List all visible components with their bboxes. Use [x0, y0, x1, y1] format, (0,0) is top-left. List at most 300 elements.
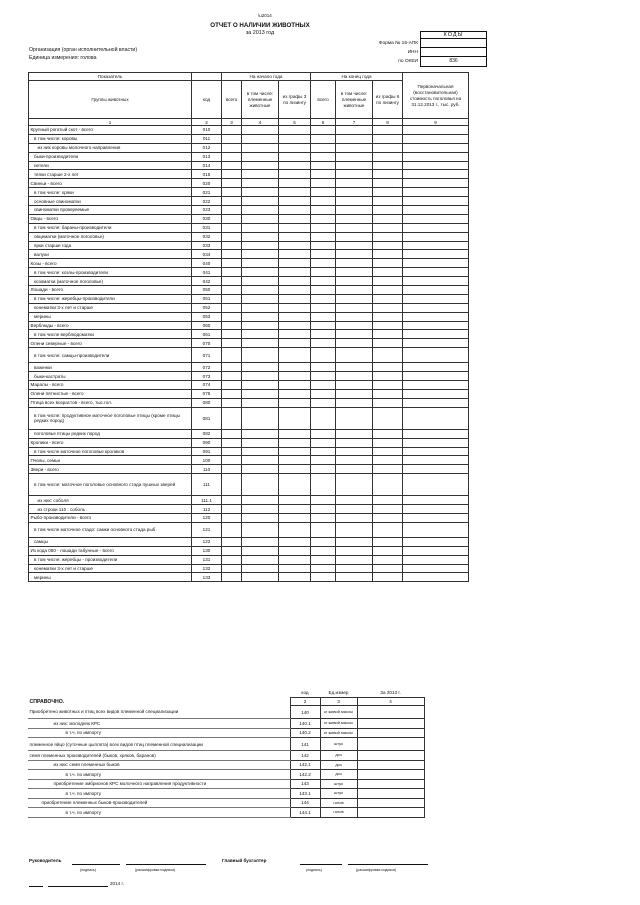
- value-cell[interactable]: [336, 179, 373, 188]
- value-cell[interactable]: [311, 330, 336, 339]
- value-cell[interactable]: [242, 389, 279, 398]
- value-cell[interactable]: [242, 321, 279, 330]
- value-cell[interactable]: [336, 447, 373, 456]
- value-cell[interactable]: [279, 294, 311, 303]
- value-cell[interactable]: [279, 348, 311, 363]
- value-cell[interactable]: [311, 241, 336, 250]
- value-cell[interactable]: [279, 505, 311, 514]
- value-cell[interactable]: [242, 505, 279, 514]
- value-cell[interactable]: [279, 546, 311, 555]
- value-cell[interactable]: [279, 161, 311, 170]
- value-cell[interactable]: [279, 398, 311, 407]
- value-cell[interactable]: [373, 152, 403, 161]
- value-cell[interactable]: [311, 143, 336, 152]
- value-cell[interactable]: [403, 188, 469, 197]
- value-cell[interactable]: [222, 513, 242, 522]
- value-cell[interactable]: [403, 381, 469, 390]
- value-cell[interactable]: [222, 474, 242, 496]
- value-cell[interactable]: [279, 126, 311, 135]
- value-cell[interactable]: [403, 161, 469, 170]
- reference-value-cell[interactable]: [357, 706, 424, 719]
- value-cell[interactable]: [373, 134, 403, 143]
- value-cell[interactable]: [403, 126, 469, 135]
- value-cell[interactable]: [242, 447, 279, 456]
- value-cell[interactable]: [242, 522, 279, 537]
- value-cell[interactable]: [222, 407, 242, 429]
- value-cell[interactable]: [222, 294, 242, 303]
- value-cell[interactable]: [336, 407, 373, 429]
- value-cell[interactable]: [242, 232, 279, 241]
- value-cell[interactable]: [222, 321, 242, 330]
- value-cell[interactable]: [279, 268, 311, 277]
- value-cell[interactable]: [403, 339, 469, 348]
- value-cell[interactable]: [222, 152, 242, 161]
- value-cell[interactable]: [336, 456, 373, 465]
- value-cell[interactable]: [311, 522, 336, 537]
- value-cell[interactable]: [373, 573, 403, 582]
- value-cell[interactable]: [373, 330, 403, 339]
- value-cell[interactable]: [279, 474, 311, 496]
- value-cell[interactable]: [403, 546, 469, 555]
- value-cell[interactable]: [403, 438, 469, 447]
- head-signature-field[interactable]: [72, 858, 120, 865]
- value-cell[interactable]: [403, 522, 469, 537]
- value-cell[interactable]: [373, 223, 403, 232]
- value-cell[interactable]: [311, 505, 336, 514]
- value-cell[interactable]: [242, 456, 279, 465]
- value-cell[interactable]: [373, 286, 403, 295]
- value-cell[interactable]: [373, 206, 403, 215]
- value-cell[interactable]: [311, 339, 336, 348]
- value-cell[interactable]: [311, 277, 336, 286]
- value-cell[interactable]: [222, 214, 242, 223]
- value-cell[interactable]: [279, 456, 311, 465]
- date-day-field[interactable]: [29, 880, 43, 887]
- value-cell[interactable]: [222, 447, 242, 456]
- value-cell[interactable]: [336, 126, 373, 135]
- value-cell[interactable]: [242, 537, 279, 546]
- value-cell[interactable]: [242, 474, 279, 496]
- value-cell[interactable]: [222, 398, 242, 407]
- value-cell[interactable]: [336, 134, 373, 143]
- value-cell[interactable]: [336, 303, 373, 312]
- value-cell[interactable]: [403, 214, 469, 223]
- value-cell[interactable]: [222, 232, 242, 241]
- value-cell[interactable]: [336, 250, 373, 259]
- value-cell[interactable]: [222, 223, 242, 232]
- value-cell[interactable]: [336, 312, 373, 321]
- value-cell[interactable]: [373, 188, 403, 197]
- value-cell[interactable]: [403, 407, 469, 429]
- value-cell[interactable]: [279, 363, 311, 372]
- value-cell[interactable]: [403, 268, 469, 277]
- value-cell[interactable]: [311, 407, 336, 429]
- value-cell[interactable]: [311, 223, 336, 232]
- value-cell[interactable]: [242, 363, 279, 372]
- value-cell[interactable]: [311, 381, 336, 390]
- value-cell[interactable]: [279, 197, 311, 206]
- value-cell[interactable]: [403, 465, 469, 474]
- value-cell[interactable]: [373, 513, 403, 522]
- value-cell[interactable]: [222, 143, 242, 152]
- value-cell[interactable]: [403, 286, 469, 295]
- value-cell[interactable]: [373, 546, 403, 555]
- value-cell[interactable]: [222, 496, 242, 505]
- value-cell[interactable]: [373, 381, 403, 390]
- value-cell[interactable]: [279, 259, 311, 268]
- value-cell[interactable]: [222, 277, 242, 286]
- value-cell[interactable]: [373, 179, 403, 188]
- value-cell[interactable]: [222, 573, 242, 582]
- value-cell[interactable]: [279, 232, 311, 241]
- value-cell[interactable]: [311, 447, 336, 456]
- value-cell[interactable]: [403, 398, 469, 407]
- value-cell[interactable]: [311, 363, 336, 372]
- value-cell[interactable]: [336, 170, 373, 179]
- value-cell[interactable]: [311, 259, 336, 268]
- value-cell[interactable]: [242, 381, 279, 390]
- value-cell[interactable]: [242, 513, 279, 522]
- value-cell[interactable]: [279, 330, 311, 339]
- value-cell[interactable]: [279, 179, 311, 188]
- value-cell[interactable]: [373, 474, 403, 496]
- value-cell[interactable]: [373, 505, 403, 514]
- value-cell[interactable]: [336, 546, 373, 555]
- value-cell[interactable]: [403, 241, 469, 250]
- value-cell[interactable]: [279, 303, 311, 312]
- value-cell[interactable]: [373, 197, 403, 206]
- value-cell[interactable]: [242, 438, 279, 447]
- value-cell[interactable]: [403, 456, 469, 465]
- value-cell[interactable]: [222, 330, 242, 339]
- value-cell[interactable]: [403, 372, 469, 381]
- value-cell[interactable]: [373, 429, 403, 438]
- value-cell[interactable]: [403, 223, 469, 232]
- value-cell[interactable]: [373, 348, 403, 363]
- value-cell[interactable]: [242, 143, 279, 152]
- value-cell[interactable]: [242, 223, 279, 232]
- value-cell[interactable]: [403, 564, 469, 573]
- value-cell[interactable]: [311, 286, 336, 295]
- value-cell[interactable]: [242, 259, 279, 268]
- value-cell[interactable]: [311, 465, 336, 474]
- value-cell[interactable]: [279, 134, 311, 143]
- value-cell[interactable]: [373, 465, 403, 474]
- value-cell[interactable]: [336, 363, 373, 372]
- value-cell[interactable]: [336, 277, 373, 286]
- value-cell[interactable]: [242, 496, 279, 505]
- value-cell[interactable]: [222, 522, 242, 537]
- value-cell[interactable]: [373, 564, 403, 573]
- value-cell[interactable]: [373, 303, 403, 312]
- value-cell[interactable]: [373, 447, 403, 456]
- value-cell[interactable]: [373, 398, 403, 407]
- value-cell[interactable]: [311, 250, 336, 259]
- value-cell[interactable]: [279, 188, 311, 197]
- value-cell[interactable]: [242, 429, 279, 438]
- value-cell[interactable]: [311, 564, 336, 573]
- value-cell[interactable]: [373, 537, 403, 546]
- value-cell[interactable]: [403, 573, 469, 582]
- value-cell[interactable]: [336, 381, 373, 390]
- value-cell[interactable]: [279, 447, 311, 456]
- value-cell[interactable]: [222, 134, 242, 143]
- value-cell[interactable]: [373, 372, 403, 381]
- value-cell[interactable]: [311, 126, 336, 135]
- reference-value-cell[interactable]: [357, 751, 424, 761]
- value-cell[interactable]: [336, 389, 373, 398]
- value-cell[interactable]: [403, 179, 469, 188]
- value-cell[interactable]: [336, 438, 373, 447]
- value-cell[interactable]: [279, 312, 311, 321]
- value-cell[interactable]: [373, 456, 403, 465]
- value-cell[interactable]: [279, 321, 311, 330]
- value-cell[interactable]: [222, 286, 242, 295]
- value-cell[interactable]: [222, 241, 242, 250]
- value-cell[interactable]: [403, 447, 469, 456]
- value-cell[interactable]: [336, 268, 373, 277]
- value-cell[interactable]: [279, 537, 311, 546]
- value-cell[interactable]: [336, 573, 373, 582]
- value-cell[interactable]: [242, 188, 279, 197]
- value-cell[interactable]: [279, 206, 311, 215]
- value-cell[interactable]: [311, 303, 336, 312]
- reference-value-cell[interactable]: [357, 719, 424, 729]
- value-cell[interactable]: [242, 372, 279, 381]
- value-cell[interactable]: [336, 465, 373, 474]
- value-cell[interactable]: [222, 206, 242, 215]
- value-cell[interactable]: [403, 474, 469, 496]
- value-cell[interactable]: [222, 250, 242, 259]
- value-cell[interactable]: [403, 321, 469, 330]
- value-cell[interactable]: [242, 330, 279, 339]
- value-cell[interactable]: [336, 429, 373, 438]
- value-cell[interactable]: [279, 277, 311, 286]
- value-cell[interactable]: [336, 286, 373, 295]
- value-cell[interactable]: [336, 223, 373, 232]
- value-cell[interactable]: [279, 339, 311, 348]
- value-cell[interactable]: [222, 372, 242, 381]
- head-name-field[interactable]: [126, 858, 206, 865]
- value-cell[interactable]: [222, 546, 242, 555]
- value-cell[interactable]: [336, 188, 373, 197]
- value-cell[interactable]: [373, 407, 403, 429]
- value-cell[interactable]: [336, 143, 373, 152]
- value-cell[interactable]: [336, 339, 373, 348]
- value-cell[interactable]: [311, 161, 336, 170]
- value-cell[interactable]: [336, 537, 373, 546]
- value-cell[interactable]: [373, 438, 403, 447]
- value-cell[interactable]: [279, 513, 311, 522]
- value-cell[interactable]: [222, 348, 242, 363]
- value-cell[interactable]: [336, 522, 373, 537]
- value-cell[interactable]: [403, 197, 469, 206]
- value-cell[interactable]: [279, 407, 311, 429]
- accountant-signature-field[interactable]: [300, 858, 342, 865]
- value-cell[interactable]: [222, 438, 242, 447]
- value-cell[interactable]: [242, 179, 279, 188]
- value-cell[interactable]: [373, 339, 403, 348]
- value-cell[interactable]: [403, 232, 469, 241]
- reference-value-cell[interactable]: [357, 738, 424, 751]
- value-cell[interactable]: [222, 564, 242, 573]
- value-cell[interactable]: [336, 398, 373, 407]
- value-cell[interactable]: [279, 429, 311, 438]
- value-cell[interactable]: [279, 573, 311, 582]
- value-cell[interactable]: [311, 546, 336, 555]
- value-cell[interactable]: [336, 372, 373, 381]
- accountant-name-field[interactable]: [348, 858, 428, 865]
- value-cell[interactable]: [242, 564, 279, 573]
- value-cell[interactable]: [403, 389, 469, 398]
- value-cell[interactable]: [279, 372, 311, 381]
- value-cell[interactable]: [279, 143, 311, 152]
- value-cell[interactable]: [222, 303, 242, 312]
- value-cell[interactable]: [242, 294, 279, 303]
- value-cell[interactable]: [373, 522, 403, 537]
- value-cell[interactable]: [242, 134, 279, 143]
- value-cell[interactable]: [279, 381, 311, 390]
- value-cell[interactable]: [311, 474, 336, 496]
- value-cell[interactable]: [242, 214, 279, 223]
- value-cell[interactable]: [311, 179, 336, 188]
- value-cell[interactable]: [311, 348, 336, 363]
- value-cell[interactable]: [242, 407, 279, 429]
- value-cell[interactable]: [373, 312, 403, 321]
- value-cell[interactable]: [222, 197, 242, 206]
- reference-value-cell[interactable]: [357, 798, 424, 808]
- value-cell[interactable]: [279, 555, 311, 564]
- value-cell[interactable]: [222, 268, 242, 277]
- value-cell[interactable]: [373, 170, 403, 179]
- value-cell[interactable]: [311, 232, 336, 241]
- value-cell[interactable]: [373, 496, 403, 505]
- value-cell[interactable]: [242, 546, 279, 555]
- value-cell[interactable]: [336, 513, 373, 522]
- value-cell[interactable]: [242, 241, 279, 250]
- value-cell[interactable]: [279, 522, 311, 537]
- value-cell[interactable]: [336, 232, 373, 241]
- value-cell[interactable]: [311, 134, 336, 143]
- value-cell[interactable]: [373, 161, 403, 170]
- value-cell[interactable]: [311, 429, 336, 438]
- value-cell[interactable]: [403, 294, 469, 303]
- value-cell[interactable]: [311, 197, 336, 206]
- value-cell[interactable]: [311, 214, 336, 223]
- value-cell[interactable]: [222, 555, 242, 564]
- value-cell[interactable]: [222, 312, 242, 321]
- value-cell[interactable]: [222, 339, 242, 348]
- value-cell[interactable]: [336, 206, 373, 215]
- value-cell[interactable]: [222, 389, 242, 398]
- value-cell[interactable]: [222, 537, 242, 546]
- value-cell[interactable]: [373, 126, 403, 135]
- value-cell[interactable]: [336, 152, 373, 161]
- value-cell[interactable]: [279, 223, 311, 232]
- value-cell[interactable]: [242, 268, 279, 277]
- value-cell[interactable]: [222, 363, 242, 372]
- reference-value-cell[interactable]: [357, 779, 424, 789]
- value-cell[interactable]: [373, 321, 403, 330]
- value-cell[interactable]: [403, 250, 469, 259]
- value-cell[interactable]: [242, 398, 279, 407]
- value-cell[interactable]: [373, 250, 403, 259]
- value-cell[interactable]: [373, 389, 403, 398]
- value-cell[interactable]: [279, 170, 311, 179]
- inn-code-cell[interactable]: [421, 48, 486, 57]
- value-cell[interactable]: [373, 268, 403, 277]
- value-cell[interactable]: [336, 214, 373, 223]
- value-cell[interactable]: [336, 294, 373, 303]
- value-cell[interactable]: [373, 294, 403, 303]
- value-cell[interactable]: [403, 259, 469, 268]
- value-cell[interactable]: [336, 496, 373, 505]
- value-cell[interactable]: [336, 564, 373, 573]
- value-cell[interactable]: [242, 197, 279, 206]
- value-cell[interactable]: [403, 152, 469, 161]
- value-cell[interactable]: [336, 259, 373, 268]
- value-cell[interactable]: [403, 505, 469, 514]
- value-cell[interactable]: [373, 214, 403, 223]
- value-cell[interactable]: [403, 363, 469, 372]
- value-cell[interactable]: [403, 513, 469, 522]
- value-cell[interactable]: [311, 573, 336, 582]
- value-cell[interactable]: [373, 232, 403, 241]
- value-cell[interactable]: [311, 438, 336, 447]
- value-cell[interactable]: [373, 143, 403, 152]
- value-cell[interactable]: [222, 456, 242, 465]
- value-cell[interactable]: [311, 268, 336, 277]
- value-cell[interactable]: [279, 465, 311, 474]
- value-cell[interactable]: [311, 152, 336, 161]
- value-cell[interactable]: [311, 513, 336, 522]
- value-cell[interactable]: [403, 143, 469, 152]
- value-cell[interactable]: [403, 206, 469, 215]
- value-cell[interactable]: [279, 286, 311, 295]
- value-cell[interactable]: [222, 465, 242, 474]
- value-cell[interactable]: [279, 250, 311, 259]
- value-cell[interactable]: [311, 389, 336, 398]
- reference-value-cell[interactable]: [357, 808, 424, 818]
- value-cell[interactable]: [242, 573, 279, 582]
- value-cell[interactable]: [279, 214, 311, 223]
- value-cell[interactable]: [403, 303, 469, 312]
- value-cell[interactable]: [373, 241, 403, 250]
- value-cell[interactable]: [311, 170, 336, 179]
- value-cell[interactable]: [242, 312, 279, 321]
- value-cell[interactable]: [373, 277, 403, 286]
- value-cell[interactable]: [279, 389, 311, 398]
- value-cell[interactable]: [311, 555, 336, 564]
- value-cell[interactable]: [222, 505, 242, 514]
- value-cell[interactable]: [403, 134, 469, 143]
- value-cell[interactable]: [403, 277, 469, 286]
- value-cell[interactable]: [242, 161, 279, 170]
- value-cell[interactable]: [336, 197, 373, 206]
- value-cell[interactable]: [242, 152, 279, 161]
- reference-value-cell[interactable]: [357, 770, 424, 780]
- value-cell[interactable]: [311, 537, 336, 546]
- value-cell[interactable]: [403, 348, 469, 363]
- date-month-field[interactable]: [48, 880, 108, 887]
- value-cell[interactable]: [279, 241, 311, 250]
- value-cell[interactable]: [222, 161, 242, 170]
- value-cell[interactable]: [373, 363, 403, 372]
- value-cell[interactable]: [336, 505, 373, 514]
- reference-value-cell[interactable]: [357, 789, 424, 799]
- value-cell[interactable]: [336, 241, 373, 250]
- value-cell[interactable]: [279, 496, 311, 505]
